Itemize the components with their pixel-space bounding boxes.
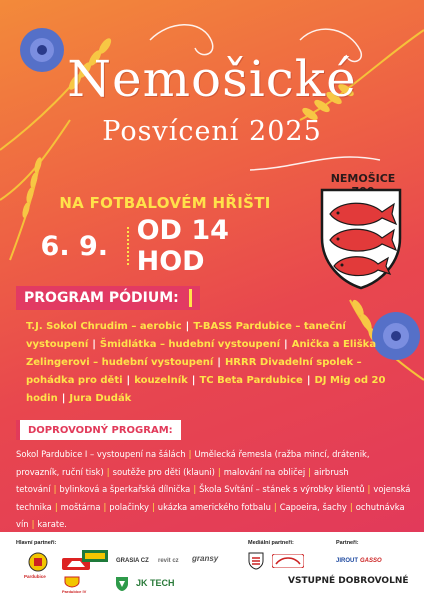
main-partners-label: Hlavní partneři:: [16, 540, 57, 546]
drink-logo-icon[interactable]: [82, 550, 108, 562]
side-program-title: DOPROVODNÝ PROGRAM:: [16, 420, 181, 440]
date-time-box: [30, 215, 300, 277]
pardubice-iv-logo-text: Pardubice IV: [62, 589, 87, 594]
pardubice-logo-icon[interactable]: [28, 552, 48, 572]
side-program-item: Umělecká řemesla (ražba mincí, drátenik, provazník, ruční tisk): [16, 449, 370, 477]
event-title: Nemošické: [67, 50, 357, 108]
event-date: 6. 9.: [40, 230, 109, 262]
pardubice-iv-logo-icon[interactable]: [64, 576, 80, 588]
program-item: Jura Dudák: [69, 393, 132, 404]
media-partner-logo-icon[interactable]: [272, 554, 304, 568]
side-program-list: Sokol Pardubice I – vystoupení na šálách | Umělecká řemesla (ražba mincí, drátenik, provazník, ruční tisk) | soutěže pro děti (klauni) | malování na obličej | airbrush tetování | bylinková a šperkařská dílnička | Škola Svítání – stánek s výrobky klientů | vojenská technika | moštárna | polačinky | ukázka amerického fotbalu | Capoeira, šachy | ochutnávka vín | karate.: [16, 449, 411, 529]
partners-label: Partneři:: [336, 540, 359, 546]
side-program-item: soutěže pro děti (klauni): [112, 466, 215, 477]
side-program-item: ukázka amerického fotbalu: [157, 501, 271, 512]
program-item: Anička a Eliška Zelingerovi – hudební vystoupení: [26, 339, 377, 368]
media-partner-crest-icon[interactable]: [248, 552, 264, 570]
side-program-item: Škola Svítání – stánek s výrobky klientů: [199, 484, 365, 494]
side-program-item: malování na obličej: [223, 466, 306, 477]
side-program-item: polačinky: [109, 501, 149, 512]
admission-text: VSTUPNÉ DOBROVOLNÉ: [288, 576, 409, 586]
program-item: kouzelník: [134, 375, 188, 386]
side-program-item: bylinková a šperkařská dílnička: [59, 484, 191, 494]
side-program-item: šachy: [322, 501, 347, 512]
event-subtitle: Posvícení 2025: [102, 116, 322, 147]
gransy-logo[interactable]: gransy: [192, 554, 219, 563]
side-program-item: ochutnávka vín: [16, 501, 405, 529]
date-separator: [127, 227, 129, 265]
revit-logo[interactable]: revit cz: [158, 558, 179, 564]
side-program-item: Sokol Pardubice I – vystoupení na šálách: [16, 449, 186, 459]
grasia-logo[interactable]: GRASIA CZ: [116, 558, 149, 564]
program-item: TC Beta Pardubice: [199, 375, 303, 386]
side-program-item: vojenská technika: [16, 484, 411, 512]
program-title-bar: [189, 289, 192, 307]
program-item: T-BASS Pardubice – taneční vystoupení: [26, 321, 346, 350]
program-item: T.J. Sokol Chrudim – aerobic: [26, 321, 182, 332]
event-time: OD 14 HOD: [136, 215, 229, 277]
partners-footer: [0, 532, 424, 600]
program-list: T.J. Sokol Chrudim – aerobic | T-BASS Pardubice – taneční vystoupení | Šmidlátka – hudební vystoupení | Anička a Eliška Zelingerovi – hudební vystoupení | HRRR Divadelní spolek – pohádka pro děti | kouzelník | TC Beta Pardubice | DJ Mig od 20 hodin | Jura Dudák: [26, 321, 386, 404]
venue-text: NA FOTBALOVÉM HŘIŠTI: [59, 194, 271, 212]
jk-tech-logo[interactable]: JK TECH: [136, 578, 175, 588]
program-title-text: PROGRAM PÓDIUM:: [24, 290, 179, 306]
shield-logo-icon[interactable]: [114, 576, 130, 592]
gasso-logo[interactable]: GASSO: [360, 558, 382, 564]
side-program-item: airbrush tetování: [16, 466, 349, 494]
program-title: [16, 286, 200, 310]
side-program-item: karate.: [37, 519, 67, 529]
side-program-item: Capoeira,: [279, 501, 320, 512]
fish-crest-icon: [316, 186, 406, 290]
program-item: Šmidlátka – hudební vystoupení: [99, 339, 281, 350]
jirout-logo[interactable]: JIROUT: [336, 558, 359, 564]
side-program-item: moštárna: [60, 501, 101, 512]
program-item: HRRR Divadelní spolek – pohádka pro děti: [26, 357, 362, 386]
pardubice-logo-text: Pardubice: [24, 574, 46, 579]
media-partners-label: Mediální partneři:: [248, 540, 294, 546]
crest-label: NEMOŠICE: [330, 172, 396, 185]
program-item: DJ Mig od 20 hodin: [26, 375, 386, 404]
